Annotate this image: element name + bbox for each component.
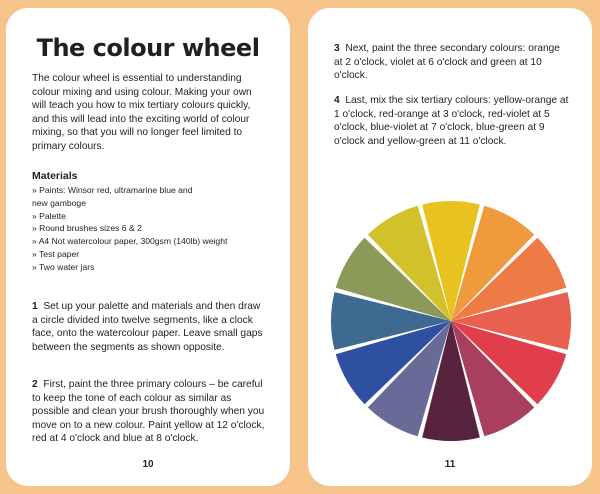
- page-number-right: 11: [444, 459, 456, 470]
- step-1-text: Set up your palette and materials and then draw a circle divided into twelve segments, like a clock face, onto the watercolour paper. Leave small gaps between the segments as shown opposite.: [32, 301, 263, 353]
- step-2: [32, 378, 268, 446]
- left-page: [6, 8, 290, 486]
- step-1: [32, 300, 268, 354]
- step-4-text: Last, mix the six tertiary colours: yellow-orange at 1 o'clock, red-orange at 3 o'clock, red-violet at 5 o'clock, blue-violet at 7 o'clock, blue-green at 9 o'clock and yellow-green at 11 o'clock.: [334, 95, 569, 147]
- step-3-text: Next, paint the three secondary colours: orange at 2 o'clock, violet at 6 o'clock and green at 10 o'clock.: [334, 43, 560, 82]
- materials-heading: Materials: [32, 170, 78, 182]
- materials-item: new gamboge: [32, 197, 86, 208]
- step-1-number: 1: [32, 301, 38, 312]
- step-3-number: 3: [334, 43, 340, 54]
- page-title: The colour wheel: [36, 34, 260, 62]
- step-4-number: 4: [334, 95, 340, 106]
- colour-wheel-illustration: [328, 198, 574, 444]
- materials-item: » Paints: Winsor red, ultramarine blue and: [32, 185, 193, 195]
- right-page: [308, 8, 592, 486]
- materials-item: » Palette: [32, 210, 66, 221]
- intro-paragraph: The colour wheel is essential to understanding colour mixing and using colour. Making your own will teach you how to mix tertiary colours quickly, and this will lead into the exciting world of colour mixing, so that you will no longer feel limited to primary colours.: [32, 73, 252, 152]
- materials-item: » A4 Not watercolour paper, 300gsm (140lb) weight: [32, 236, 228, 247]
- materials-item: » Two water jars: [32, 261, 95, 272]
- materials-list: [32, 184, 272, 274]
- materials-item: » Round brushes sizes 6 & 2: [32, 223, 142, 234]
- materials-section: [32, 170, 272, 274]
- step-2-text: First, paint the three primary colours – be careful to keep the tone of each colour as similar as possible and clean your brush thoroughly when you move on to a new colour. Paint yellow at 12 o'clock, red at 4 o'clock and blue at 8 o'clock.: [32, 379, 265, 445]
- step-2-number: 2: [32, 379, 38, 390]
- step-4: [334, 94, 574, 148]
- step-3: [334, 42, 568, 83]
- page-number-left: 10: [142, 459, 154, 470]
- materials-item: » Test paper: [32, 248, 80, 259]
